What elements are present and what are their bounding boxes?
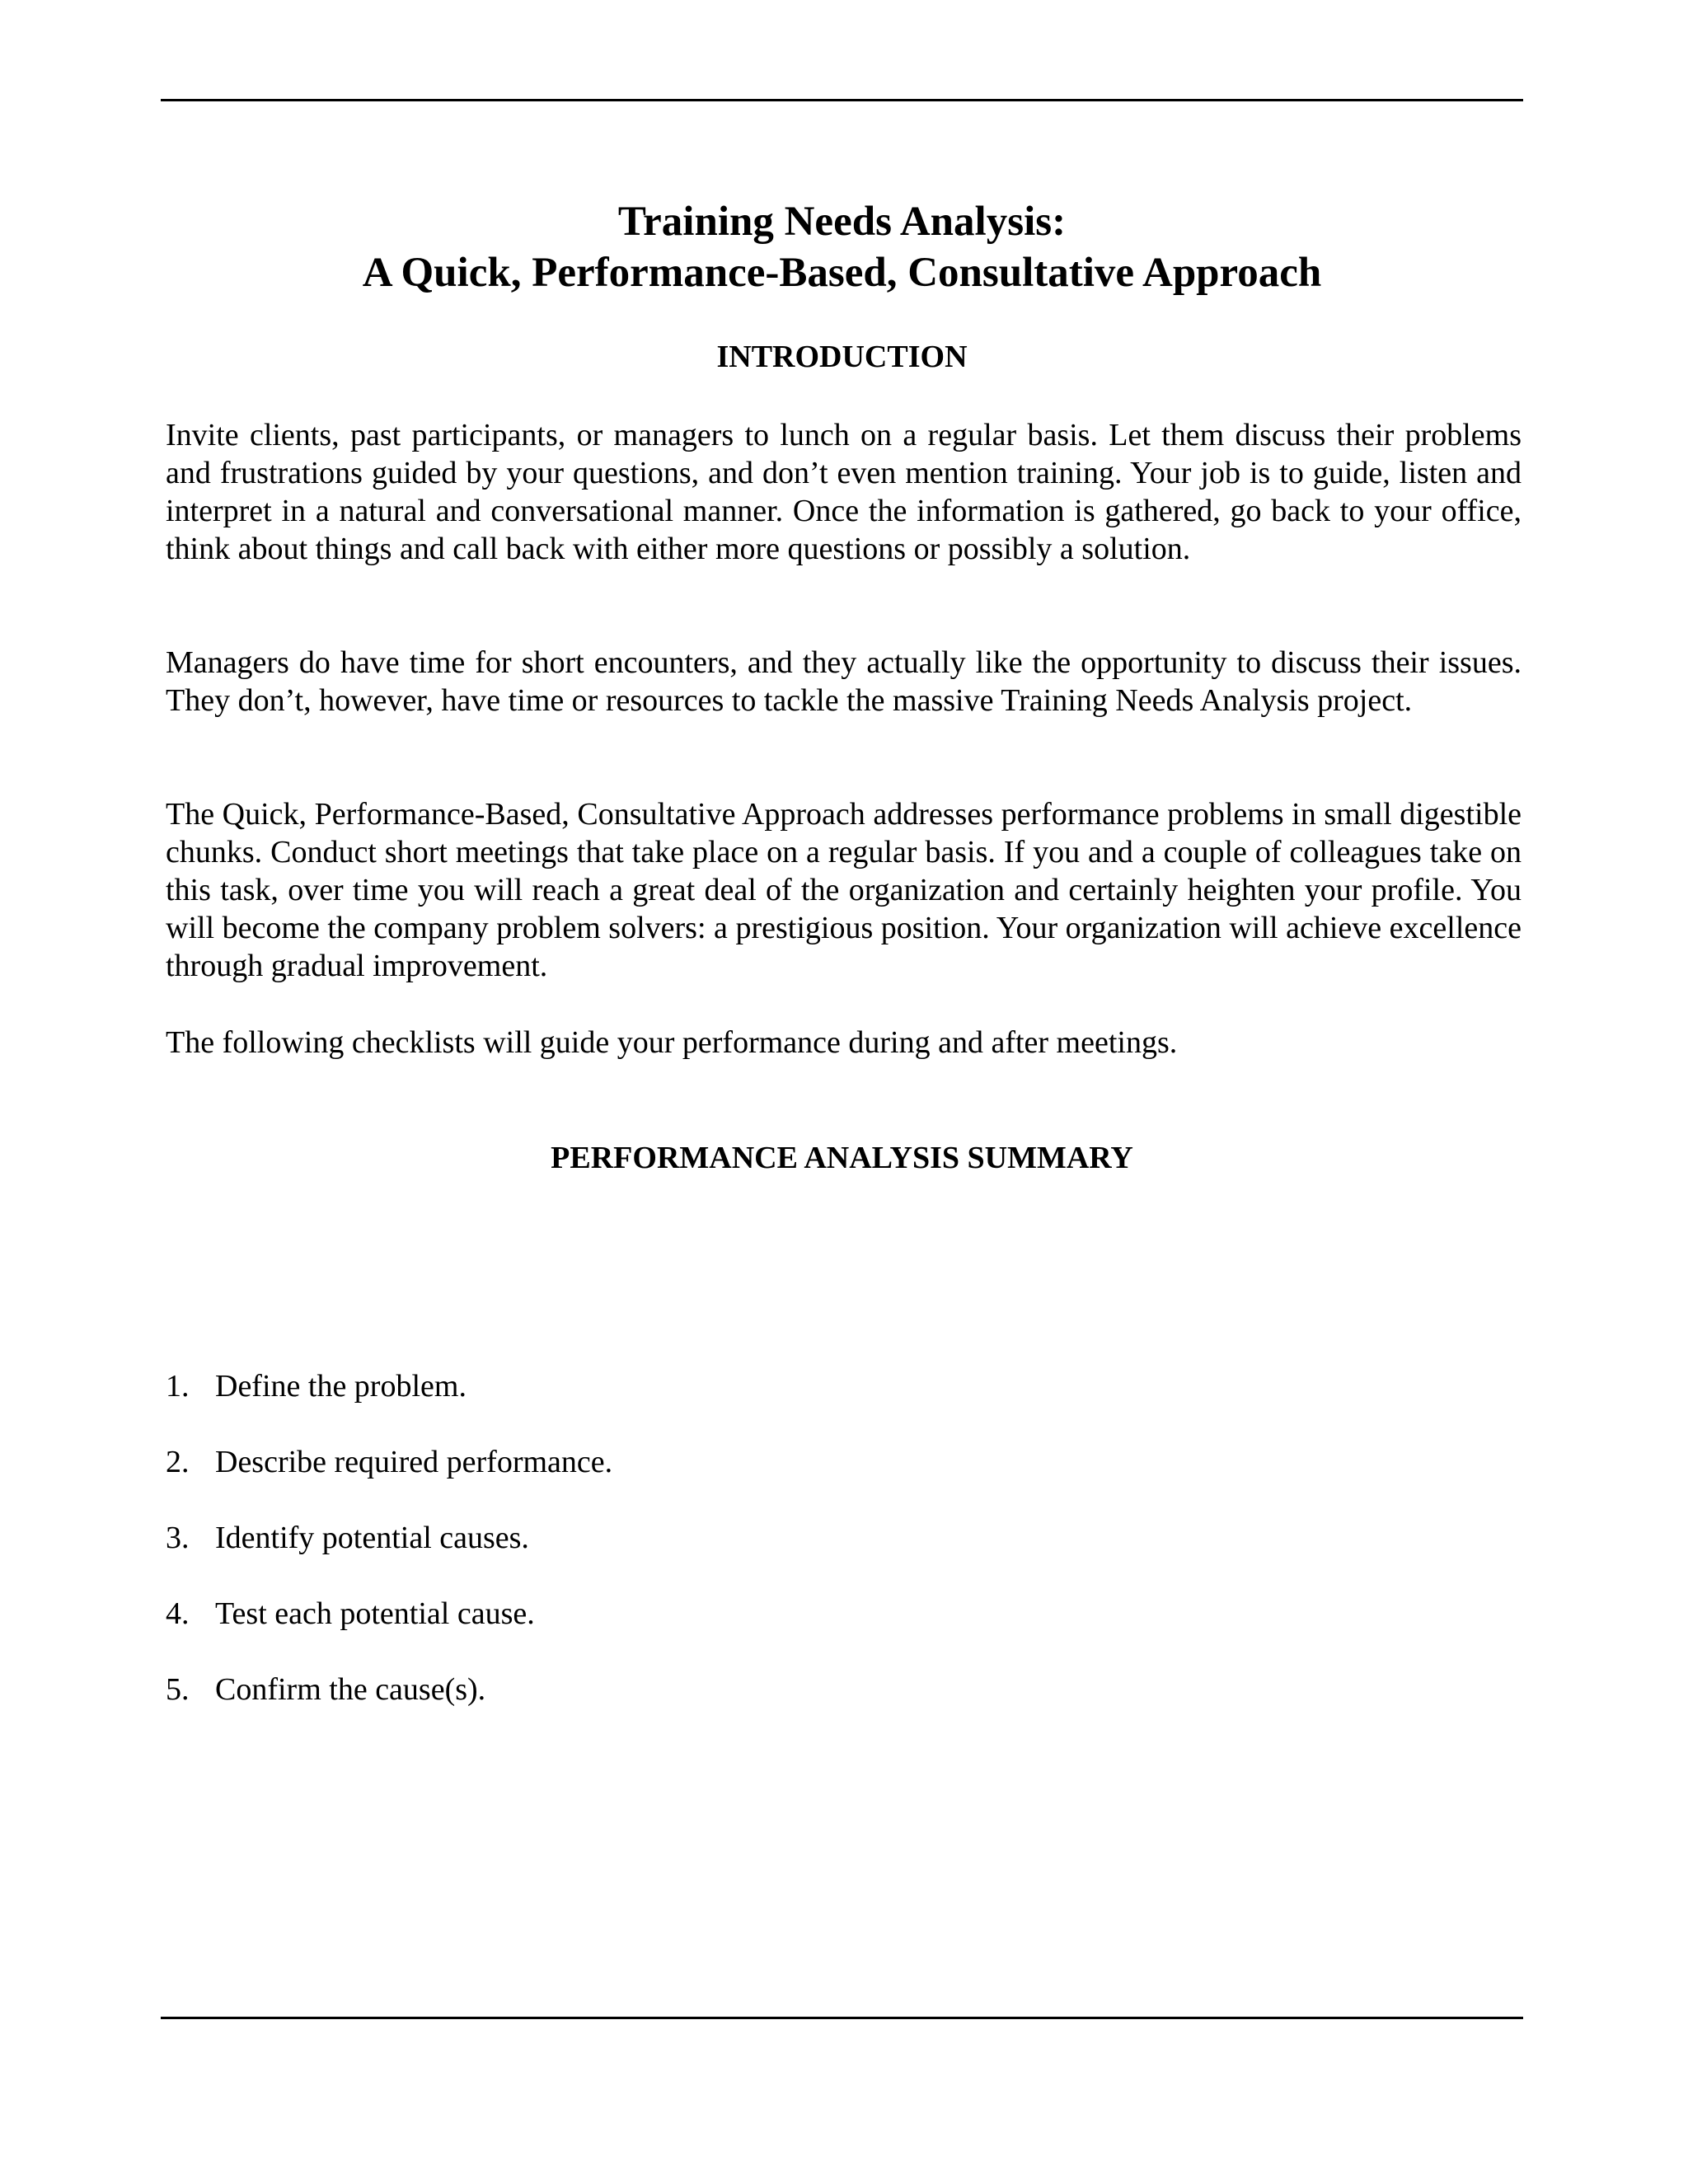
- step-number: 5.: [166, 1672, 190, 1707]
- intro-paragraph-1: Invite clients, past participants, or managers to lunch on a regular basis. Let them discuss their problems and frustrations guided by your questions, and don’t even mention training. Your job is to guide, listen and interpret in a natural and conversational manner. Once the information is gathered, go back to your office, think about things and call back with either more questions or possibly a solution.: [166, 418, 1522, 566]
- title-line-2: A Quick, Performance-Based, Consultative Approach: [362, 250, 1322, 296]
- step-number: 1.: [166, 1369, 190, 1404]
- intro-paragraph-2: Managers do have time for short encounters, and they actually like the opportunity to discuss their issues. They don’t, however, have time or resources to tackle the massive Training Needs Analysis project.: [166, 645, 1522, 718]
- step-number: 3.: [166, 1521, 190, 1555]
- intro-paragraph-4: The following checklists will guide your performance during and after meetings.: [166, 1025, 1178, 1060]
- page-title: [161, 196, 1523, 298]
- analysis-steps-list: [166, 1367, 612, 1746]
- list-item: [166, 1443, 612, 1481]
- step-number: 2.: [166, 1445, 190, 1479]
- step-number: 4.: [166, 1596, 190, 1631]
- list-item: [166, 1595, 612, 1633]
- step-text: Describe required performance.: [215, 1445, 613, 1479]
- step-text: Identify potential causes.: [215, 1521, 529, 1555]
- list-item: [166, 1671, 612, 1708]
- step-text: Confirm the cause(s).: [215, 1672, 486, 1707]
- list-item: [166, 1367, 612, 1405]
- summary-heading: PERFORMANCE ANALYSIS SUMMARY: [551, 1141, 1133, 1175]
- top-rule: [161, 99, 1523, 101]
- step-text: Define the problem.: [215, 1369, 467, 1404]
- list-item: [166, 1519, 612, 1557]
- bottom-rule: [161, 2017, 1523, 2019]
- step-text: Test each potential cause.: [215, 1596, 535, 1631]
- intro-paragraph-3: The Quick, Performance-Based, Consultative Approach addresses performance problems in small digestible chunks. Conduct short meetings that take place on a regular basis. If you and a couple of colleagues take on this task, over time you will reach a great deal of the organization and certainly heighten your profile. You will become the company problem solvers: a prestigious position. Your organization will achieve excellence through gradual improvement.: [166, 797, 1522, 983]
- introduction-heading: INTRODUCTION: [716, 340, 968, 374]
- title-line-1: Training Needs Analysis:: [617, 199, 1067, 245]
